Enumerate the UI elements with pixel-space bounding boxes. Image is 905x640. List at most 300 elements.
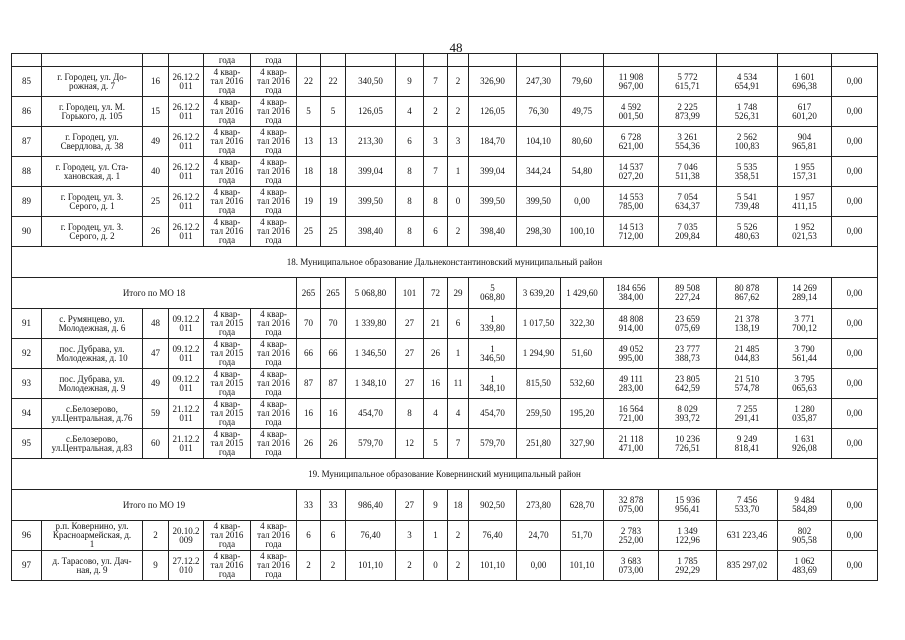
table-row	[12, 521, 878, 551]
table-cell: 22	[321, 67, 346, 97]
table-cell: 0,00	[561, 187, 604, 217]
table-cell: 1 631 926,08	[778, 429, 832, 459]
table-cell: 4 квар- тал 2016 года	[251, 157, 297, 187]
table-cell: 15 936 956,41	[659, 490, 717, 521]
table-cell: 0	[424, 551, 448, 581]
table-cell: 95	[12, 429, 42, 459]
table-cell: 4	[396, 97, 424, 127]
table-cell	[604, 54, 659, 67]
table-cell: 89 508 227,24	[659, 278, 717, 309]
table-cell: 7 456 533,70	[717, 490, 778, 521]
address-cell: с.Белозерово, ул.Центральная, д.83	[42, 429, 143, 459]
table-cell: 4 квар- тал 2016 года	[251, 339, 297, 369]
table-cell: 4 квар- тал 2016 года	[251, 97, 297, 127]
table-cell: 3 790 561,44	[778, 339, 832, 369]
table-cell: 1 785 292,29	[659, 551, 717, 581]
table-cell: 3 261 554,36	[659, 127, 717, 157]
address-cell: с.Белозерово, ул.Центральная, д.76	[42, 399, 143, 429]
table-cell: 802 905,58	[778, 521, 832, 551]
table-cell: 2	[448, 551, 469, 581]
table-cell: 4 квар- тал 2016 года	[251, 369, 297, 399]
table-cell: 7	[424, 67, 448, 97]
table-cell: 32 878 075,00	[604, 490, 659, 521]
table-cell	[143, 54, 169, 67]
table-cell: 4 квар- тал 2016 года	[251, 187, 297, 217]
table-cell: 398,40	[469, 217, 517, 247]
table-cell: 902,50	[469, 490, 517, 521]
table-cell: 2	[448, 217, 469, 247]
page-number: 48	[449, 40, 463, 55]
table-cell: 986,40	[346, 490, 396, 521]
table-cell: 40	[143, 157, 169, 187]
table-cell: 5 772 615,71	[659, 67, 717, 97]
table-cell: 101,10	[561, 551, 604, 581]
table-cell: 631 223,46	[717, 521, 778, 551]
table-cell: 344,24	[517, 157, 561, 187]
table-cell	[169, 54, 204, 67]
table-cell: 8	[396, 217, 424, 247]
table-cell: 66	[297, 339, 321, 369]
table-cell: 10 236 726,51	[659, 429, 717, 459]
total-row	[12, 490, 878, 521]
table-cell: 26.12.2 011	[169, 97, 204, 127]
table-cell: 4 квар- тал 2016 года	[251, 399, 297, 429]
table-cell	[396, 54, 424, 67]
table-row	[12, 369, 878, 399]
table-cell: 14 553 785,00	[604, 187, 659, 217]
table-cell: 0,00	[832, 127, 878, 157]
table-cell: 579,70	[346, 429, 396, 459]
table-cell: 6 728 621,00	[604, 127, 659, 157]
table-cell: 1 601 696,38	[778, 67, 832, 97]
table-cell	[832, 54, 878, 67]
table-cell: 11 908 967,00	[604, 67, 659, 97]
table-cell: 1 339,80	[469, 309, 517, 339]
table-cell: 8	[424, 187, 448, 217]
table-cell: 904 965,81	[778, 127, 832, 157]
table-cell: 48 808 914,00	[604, 309, 659, 339]
table-cell: 454,70	[346, 399, 396, 429]
table-cell: 16	[297, 399, 321, 429]
table-cell: 1	[448, 157, 469, 187]
table-cell: 2	[424, 97, 448, 127]
table-cell: 92	[12, 339, 42, 369]
table-cell: 5 535 358,51	[717, 157, 778, 187]
table-cell: 20.10.2 009	[169, 521, 204, 551]
table-cell: 4 квар- тал 2016 года	[204, 187, 251, 217]
table-cell: 8	[396, 187, 424, 217]
table-cell: 26.12.2 011	[169, 157, 204, 187]
table-cell: 80 878 867,62	[717, 278, 778, 309]
table-cell: 25	[321, 217, 346, 247]
table-cell: 87	[321, 369, 346, 399]
table-cell: 100,10	[561, 217, 604, 247]
table-cell: 21.12.2 011	[169, 399, 204, 429]
address-cell: р.п. Ковернино, ул. Красноармейская, д. 1	[42, 521, 143, 551]
table-cell: 51,70	[561, 521, 604, 551]
table-cell: 4 квар- тал 2015 года	[204, 369, 251, 399]
table-cell: 4 квар- тал 2016 года	[204, 67, 251, 97]
table-cell: 70	[297, 309, 321, 339]
table-cell: 4 квар- тал 2016 года	[204, 551, 251, 581]
table-row	[12, 551, 878, 581]
table-cell: 4 квар- тал 2015 года	[204, 339, 251, 369]
table-row	[12, 127, 878, 157]
table-cell	[346, 54, 396, 67]
table-cell: 51,60	[561, 339, 604, 369]
table-cell: 399,04	[469, 157, 517, 187]
table-cell: 76,40	[469, 521, 517, 551]
table-cell: 66	[321, 339, 346, 369]
table-cell: 9	[396, 67, 424, 97]
table-cell: 3	[396, 521, 424, 551]
address-cell: г. Городец, ул. Ста- хановская, д. 1	[42, 157, 143, 187]
table-cell: 1 748 526,31	[717, 97, 778, 127]
table-cell: 5	[321, 97, 346, 127]
table-cell: 0,00	[832, 339, 878, 369]
table-cell: 27.12.2 010	[169, 551, 204, 581]
table-cell	[12, 54, 42, 67]
table-cell: 1 062 483,69	[778, 551, 832, 581]
table-cell: 72	[424, 278, 448, 309]
table-cell: 6	[396, 127, 424, 157]
table-cell: 26	[424, 339, 448, 369]
table-cell: 2	[143, 521, 169, 551]
table-cell: 1	[448, 339, 469, 369]
table-cell: 2	[448, 521, 469, 551]
table-cell: 26	[143, 217, 169, 247]
table-cell: 4 квар- тал 2016 года	[251, 429, 297, 459]
table-cell: 80,60	[561, 127, 604, 157]
table-cell: 54,80	[561, 157, 604, 187]
table-cell: 7	[448, 429, 469, 459]
table-cell: 5 526 480,63	[717, 217, 778, 247]
table-cell: 5	[424, 429, 448, 459]
table-cell: 2	[321, 551, 346, 581]
table-cell: 16	[143, 67, 169, 97]
table-cell: 9	[143, 551, 169, 581]
table-row	[12, 187, 878, 217]
table-cell: года	[251, 54, 297, 67]
table-cell: 11	[448, 369, 469, 399]
table-cell: 1 294,90	[517, 339, 561, 369]
table-cell: 23 777 388,73	[659, 339, 717, 369]
address-cell: г. Городец, ул. До- рожная, д. 7	[42, 67, 143, 97]
table-cell: 2	[297, 551, 321, 581]
table-cell: 3 795 065,63	[778, 369, 832, 399]
table-cell: 33	[321, 490, 346, 521]
table-cell: 59	[143, 399, 169, 429]
table-cell: 88	[12, 157, 42, 187]
table-cell: 104,10	[517, 127, 561, 157]
table-cell: 49 111 283,00	[604, 369, 659, 399]
table-cell: 49	[143, 369, 169, 399]
table-row-continued-header	[12, 54, 878, 67]
table-cell: 16	[321, 399, 346, 429]
table-cell: 4 квар- тал 2016 года	[204, 97, 251, 127]
table-cell: 340,50	[346, 67, 396, 97]
table-cell: 19	[297, 187, 321, 217]
table-cell: 27	[396, 369, 424, 399]
table-cell: 1 957 411,15	[778, 187, 832, 217]
table-cell: 2	[448, 97, 469, 127]
table-cell: 26.12.2 011	[169, 127, 204, 157]
table-cell	[42, 54, 143, 67]
table-cell: 18	[448, 490, 469, 521]
table-cell: 21 118 471,00	[604, 429, 659, 459]
table-cell: 89	[12, 187, 42, 217]
table-cell: 14 513 712,00	[604, 217, 659, 247]
table-cell: 47	[143, 339, 169, 369]
table-cell: 12	[396, 429, 424, 459]
table-cell: 0,00	[832, 429, 878, 459]
table-cell: 0,00	[832, 399, 878, 429]
table-cell: 96	[12, 521, 42, 551]
table-cell: 27	[396, 490, 424, 521]
table-cell: 19	[321, 187, 346, 217]
table-cell: 21.12.2 011	[169, 429, 204, 459]
table-cell: 3 639,20	[517, 278, 561, 309]
table-cell: 49 052 995,00	[604, 339, 659, 369]
table-cell: 0,00	[517, 551, 561, 581]
table-cell: 3	[424, 127, 448, 157]
table-cell: 195,20	[561, 399, 604, 429]
table-cell: 70	[321, 309, 346, 339]
table-cell: 0,00	[832, 369, 878, 399]
table-cell: 2 225 873,99	[659, 97, 717, 127]
table-cell: 815,50	[517, 369, 561, 399]
table-cell: 4 квар- тал 2016 года	[204, 127, 251, 157]
table-cell: 0	[448, 187, 469, 217]
table-cell: 5 068,80	[469, 278, 517, 309]
table-cell: 22	[297, 67, 321, 97]
table-cell: 9 249 818,41	[717, 429, 778, 459]
table-cell: 101	[396, 278, 424, 309]
apartment-program-table	[11, 53, 878, 581]
table-cell: 7 255 291,41	[717, 399, 778, 429]
table-cell: 101,10	[346, 551, 396, 581]
table-cell: 247,30	[517, 67, 561, 97]
address-cell: г. Городец, ул. З. Серого, д. 2	[42, 217, 143, 247]
table-cell: 126,05	[346, 97, 396, 127]
table-cell: 27	[396, 339, 424, 369]
table-cell: 322,30	[561, 309, 604, 339]
table-cell: 13	[321, 127, 346, 157]
table-cell: 7 035 209,84	[659, 217, 717, 247]
table-cell	[561, 54, 604, 67]
table-cell: 4	[448, 399, 469, 429]
table-cell: 21 378 138,19	[717, 309, 778, 339]
table-cell	[297, 54, 321, 67]
table-cell: 3 771 700,12	[778, 309, 832, 339]
table-cell: 1 346,50	[469, 339, 517, 369]
table-cell: 76,30	[517, 97, 561, 127]
address-cell: г. Городец, ул. Свердлова, д. 38	[42, 127, 143, 157]
table-cell	[517, 54, 561, 67]
table-cell: 1 339,80	[346, 309, 396, 339]
table-cell: 7 054 634,37	[659, 187, 717, 217]
table-cell: 18	[297, 157, 321, 187]
table-cell: 398,40	[346, 217, 396, 247]
table-cell: 2	[396, 551, 424, 581]
table-cell: 1 017,50	[517, 309, 561, 339]
table-cell: 26	[297, 429, 321, 459]
table-cell: 399,50	[469, 187, 517, 217]
table-cell: 24,70	[517, 521, 561, 551]
table-cell: 87	[12, 127, 42, 157]
table-cell: 09.12.2 011	[169, 369, 204, 399]
address-cell: с. Румянцево, ул. Молодежная, д. 6	[42, 309, 143, 339]
table-cell: 579,70	[469, 429, 517, 459]
table-cell: 617 601,20	[778, 97, 832, 127]
table-cell: 0,00	[832, 67, 878, 97]
table-cell: 1	[424, 521, 448, 551]
table-cell: 1 955 157,31	[778, 157, 832, 187]
table-cell: 97	[12, 551, 42, 581]
table-cell: 1 348,10	[346, 369, 396, 399]
table-cell: 251,80	[517, 429, 561, 459]
table-cell: 09.12.2 011	[169, 309, 204, 339]
table-cell: 26	[321, 429, 346, 459]
table-cell: 48	[143, 309, 169, 339]
table-row	[12, 217, 878, 247]
table-cell: 21 485 044,83	[717, 339, 778, 369]
table-cell: 86	[12, 97, 42, 127]
table-row	[12, 399, 878, 429]
table-row	[12, 97, 878, 127]
table-cell: 4 квар- тал 2016 года	[251, 217, 297, 247]
table-cell: 0,00	[832, 217, 878, 247]
table-cell: 4 квар- тал 2015 года	[204, 309, 251, 339]
table-cell: 399,04	[346, 157, 396, 187]
table-cell: 90	[12, 217, 42, 247]
table-cell: 1 952 021,53	[778, 217, 832, 247]
table-cell: 5 068,80	[346, 278, 396, 309]
table-cell: 4 квар- тал 2015 года	[204, 399, 251, 429]
table-cell: 6	[321, 521, 346, 551]
table-cell: 6	[297, 521, 321, 551]
table-cell: 126,05	[469, 97, 517, 127]
table-cell: 4 534 654,91	[717, 67, 778, 97]
table-cell: 2 562 100,83	[717, 127, 778, 157]
table-cell: 265	[321, 278, 346, 309]
table-cell: 4	[424, 399, 448, 429]
table-cell: 0,00	[832, 187, 878, 217]
table-cell: 7	[424, 157, 448, 187]
table-cell: 0,00	[832, 278, 878, 309]
table-cell: 29	[448, 278, 469, 309]
table-cell: 26.12.2 011	[169, 187, 204, 217]
table-cell	[717, 54, 778, 67]
table-cell: 2 783 252,00	[604, 521, 659, 551]
table-cell: 9 484 584,89	[778, 490, 832, 521]
table-cell: 76,40	[346, 521, 396, 551]
table-cell: 5 541 739,48	[717, 187, 778, 217]
table-cell: 8	[396, 399, 424, 429]
table-cell: 4 квар- тал 2016 года	[204, 217, 251, 247]
table-cell: 1 346,50	[346, 339, 396, 369]
table-cell: 1 280 035,87	[778, 399, 832, 429]
table-cell: 0,00	[832, 157, 878, 187]
total-label: Итого по МО 19	[12, 490, 297, 521]
table-cell: 4 592 001,50	[604, 97, 659, 127]
table-cell: 326,90	[469, 67, 517, 97]
table-cell: 16 564 721,00	[604, 399, 659, 429]
table-cell: 8	[396, 157, 424, 187]
table-cell: 27	[396, 309, 424, 339]
section-heading-row	[12, 459, 878, 490]
address-cell: пос. Дубрава, ул. Молодежная, д. 10	[42, 339, 143, 369]
address-cell: г. Городец, ул. М. Горького, д. 105	[42, 97, 143, 127]
table-cell: 26.12.2 011	[169, 67, 204, 97]
table-cell: 25	[143, 187, 169, 217]
table-cell: 79,60	[561, 67, 604, 97]
table-cell: 5	[297, 97, 321, 127]
table-cell	[469, 54, 517, 67]
table-row	[12, 339, 878, 369]
table-cell: 6	[448, 309, 469, 339]
table-cell: 15	[143, 97, 169, 127]
table-cell: 26.12.2 011	[169, 217, 204, 247]
table-cell: 93	[12, 369, 42, 399]
table-cell: 4 квар- тал 2016 года	[204, 157, 251, 187]
table-cell: 4 квар- тал 2016 года	[251, 127, 297, 157]
table-cell: 09.12.2 011	[169, 339, 204, 369]
table-cell: 298,30	[517, 217, 561, 247]
table-cell: 454,70	[469, 399, 517, 429]
table-row	[12, 157, 878, 187]
table-cell: 13	[297, 127, 321, 157]
table-cell: 4 квар- тал 2016 года	[251, 67, 297, 97]
table-cell: 327,90	[561, 429, 604, 459]
table-cell: 16	[424, 369, 448, 399]
table-cell	[424, 54, 448, 67]
section-heading-row	[12, 247, 878, 278]
table-cell: 60	[143, 429, 169, 459]
table-cell: 0,00	[832, 551, 878, 581]
table-cell: 184,70	[469, 127, 517, 157]
table-cell: 3 683 073,00	[604, 551, 659, 581]
total-label: Итого по МО 18	[12, 278, 297, 309]
table-cell: года	[204, 54, 251, 67]
table-cell: 94	[12, 399, 42, 429]
table-cell: 4 квар- тал 2016 года	[251, 551, 297, 581]
table-cell: 4 квар- тал 2016 года	[251, 309, 297, 339]
table-row	[12, 429, 878, 459]
address-cell: пос. Дубрава, ул. Молодежная, д. 9	[42, 369, 143, 399]
address-cell: д. Тарасово, ул. Дач- ная, д. 9	[42, 551, 143, 581]
table-cell: 14 269 289,14	[778, 278, 832, 309]
table-cell: 835 297,02	[717, 551, 778, 581]
table-cell: 184 656 384,00	[604, 278, 659, 309]
table-cell: 399,50	[517, 187, 561, 217]
table-cell: 49,75	[561, 97, 604, 127]
table-cell: 273,80	[517, 490, 561, 521]
table-cell: 265	[297, 278, 321, 309]
table-row	[12, 309, 878, 339]
table-cell	[321, 54, 346, 67]
table-cell: 0,00	[832, 97, 878, 127]
table-cell: 399,50	[346, 187, 396, 217]
table-cell	[659, 54, 717, 67]
table-cell: 6	[424, 217, 448, 247]
table-cell: 21	[424, 309, 448, 339]
section-heading: 19. Муниципальное образование Ковернинский муниципальный район	[12, 459, 878, 490]
section-heading: 18. Муниципальное образование Дальнеконстантиновский муниципальный район	[12, 247, 878, 278]
table-cell: 4 квар- тал 2016 года	[251, 521, 297, 551]
table-cell: 91	[12, 309, 42, 339]
table-cell: 1 348,10	[469, 369, 517, 399]
